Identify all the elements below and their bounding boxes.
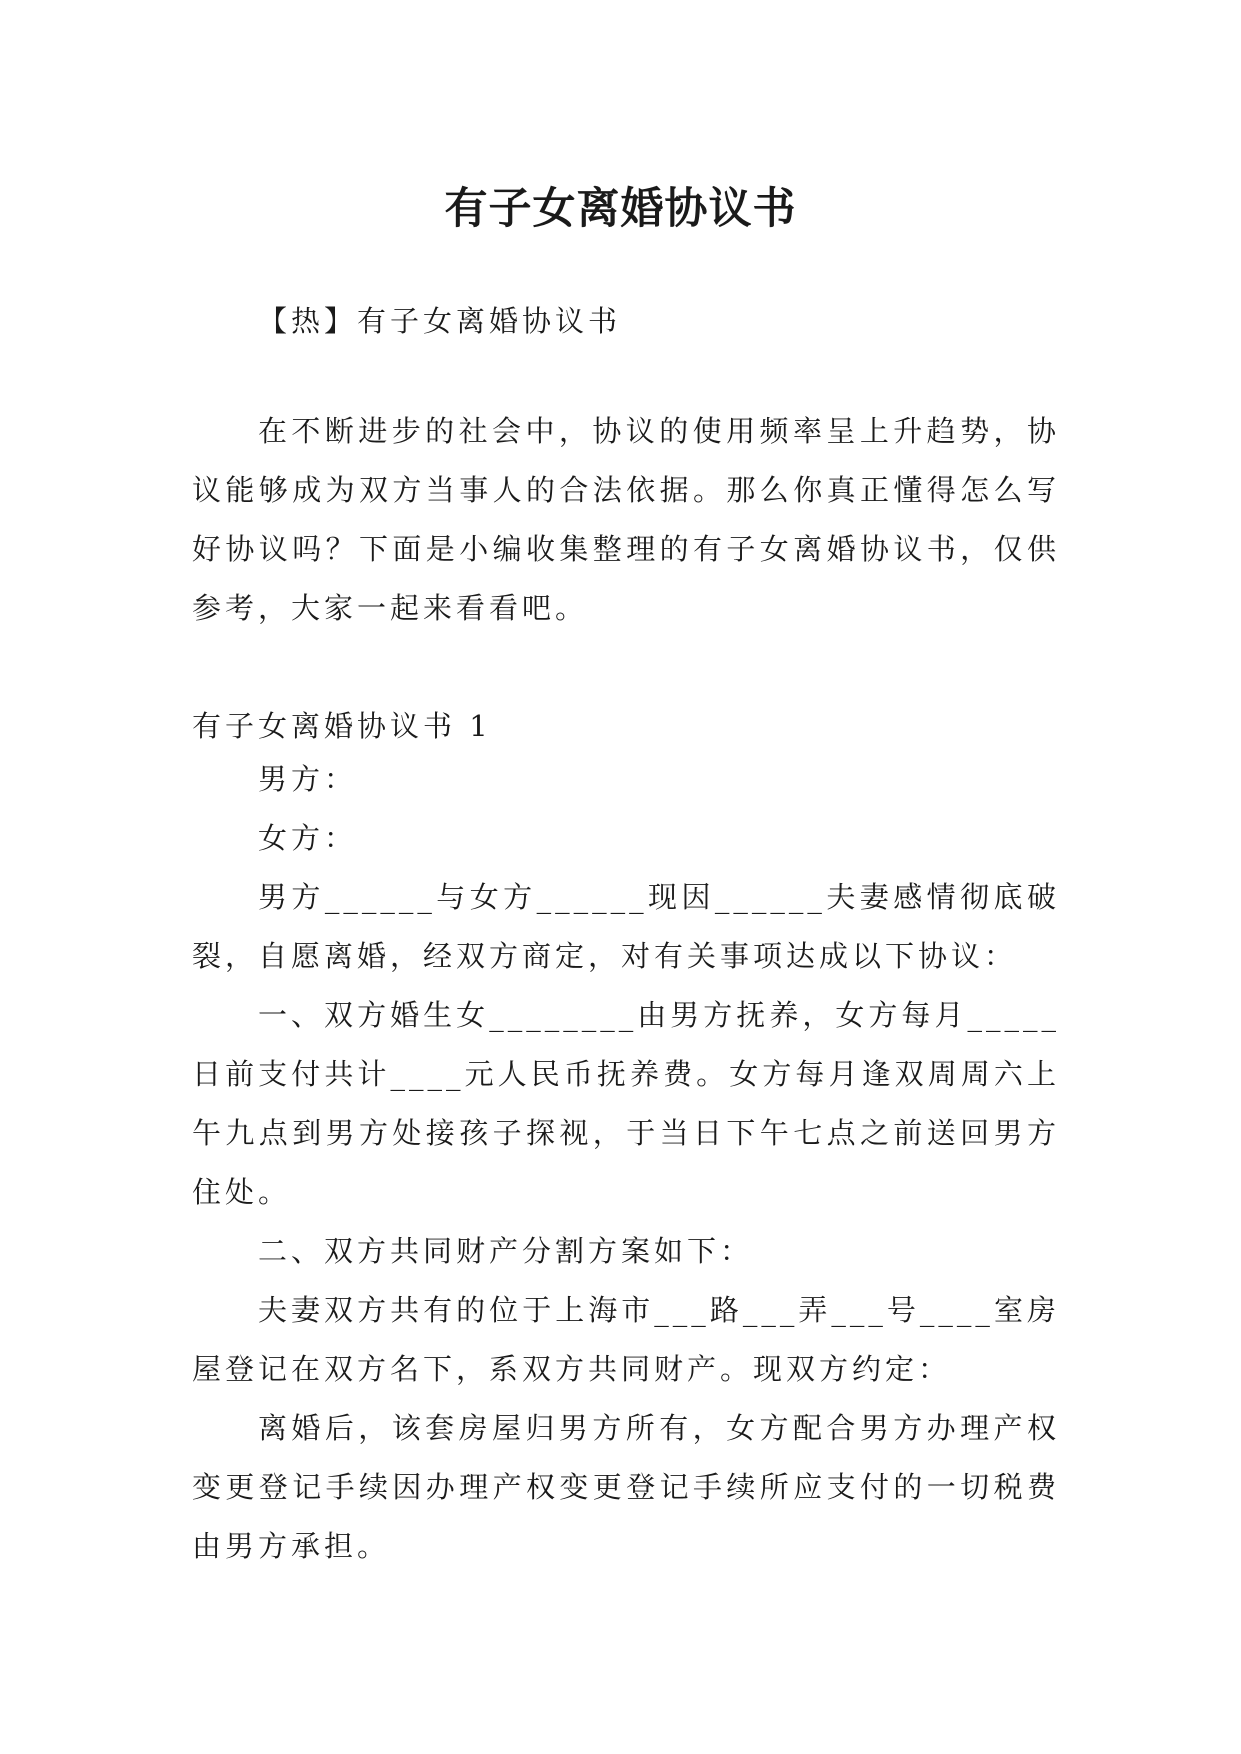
document-subtitle: 【热】有子女离婚协议书 bbox=[258, 304, 622, 338]
intro-paragraph: 在不断进步的社会中，协议的使用频率呈上升趋势，协议能够成为双方当事人的合法依据。那么你真正懂得怎么写好协议吗？下面是小编收集整理的有子女离婚协议书，仅供参考，大家一起来看看吧。 bbox=[192, 414, 1060, 625]
intro-block bbox=[192, 402, 1060, 638]
male-party-line: 男方： bbox=[258, 762, 358, 796]
agreement-paragraph: 二、双方共同财产分割方案如下： bbox=[258, 1234, 754, 1268]
section-heading: 有子女离婚协议书 1 bbox=[192, 709, 492, 743]
agreement-paragraph: 夫妻双方共有的位于上海市___路___弄___号____室房屋登记在双方名下，系双方共同财产。现双方约定： bbox=[192, 1293, 1060, 1386]
document-title: 有子女离婚协议书 bbox=[444, 183, 797, 234]
agreement-paragraph: 男方______与女方______现因______夫妻感情彻底破裂，自愿离婚，经双方商定，对有关事项达成以下协议： bbox=[192, 880, 1060, 973]
female-party-line: 女方： bbox=[258, 821, 358, 855]
agreement-paragraph: 一、双方婚生女________由男方抚养，女方每月_____日前支付共计____元人民币抚养费。女方每月逢双周周六上午九点到男方处接孩子探视，于当日下午七点之前送回男方住处。 bbox=[192, 998, 1060, 1209]
agreement-paragraph: 离婚后，该套房屋归男方所有，女方配合男方办理产权变更登记手续因办理产权变更登记手续所应支付的一切税费由男方承担。 bbox=[192, 1411, 1060, 1563]
subtitle-block bbox=[192, 292, 1060, 351]
agreement-body bbox=[192, 697, 1060, 1576]
